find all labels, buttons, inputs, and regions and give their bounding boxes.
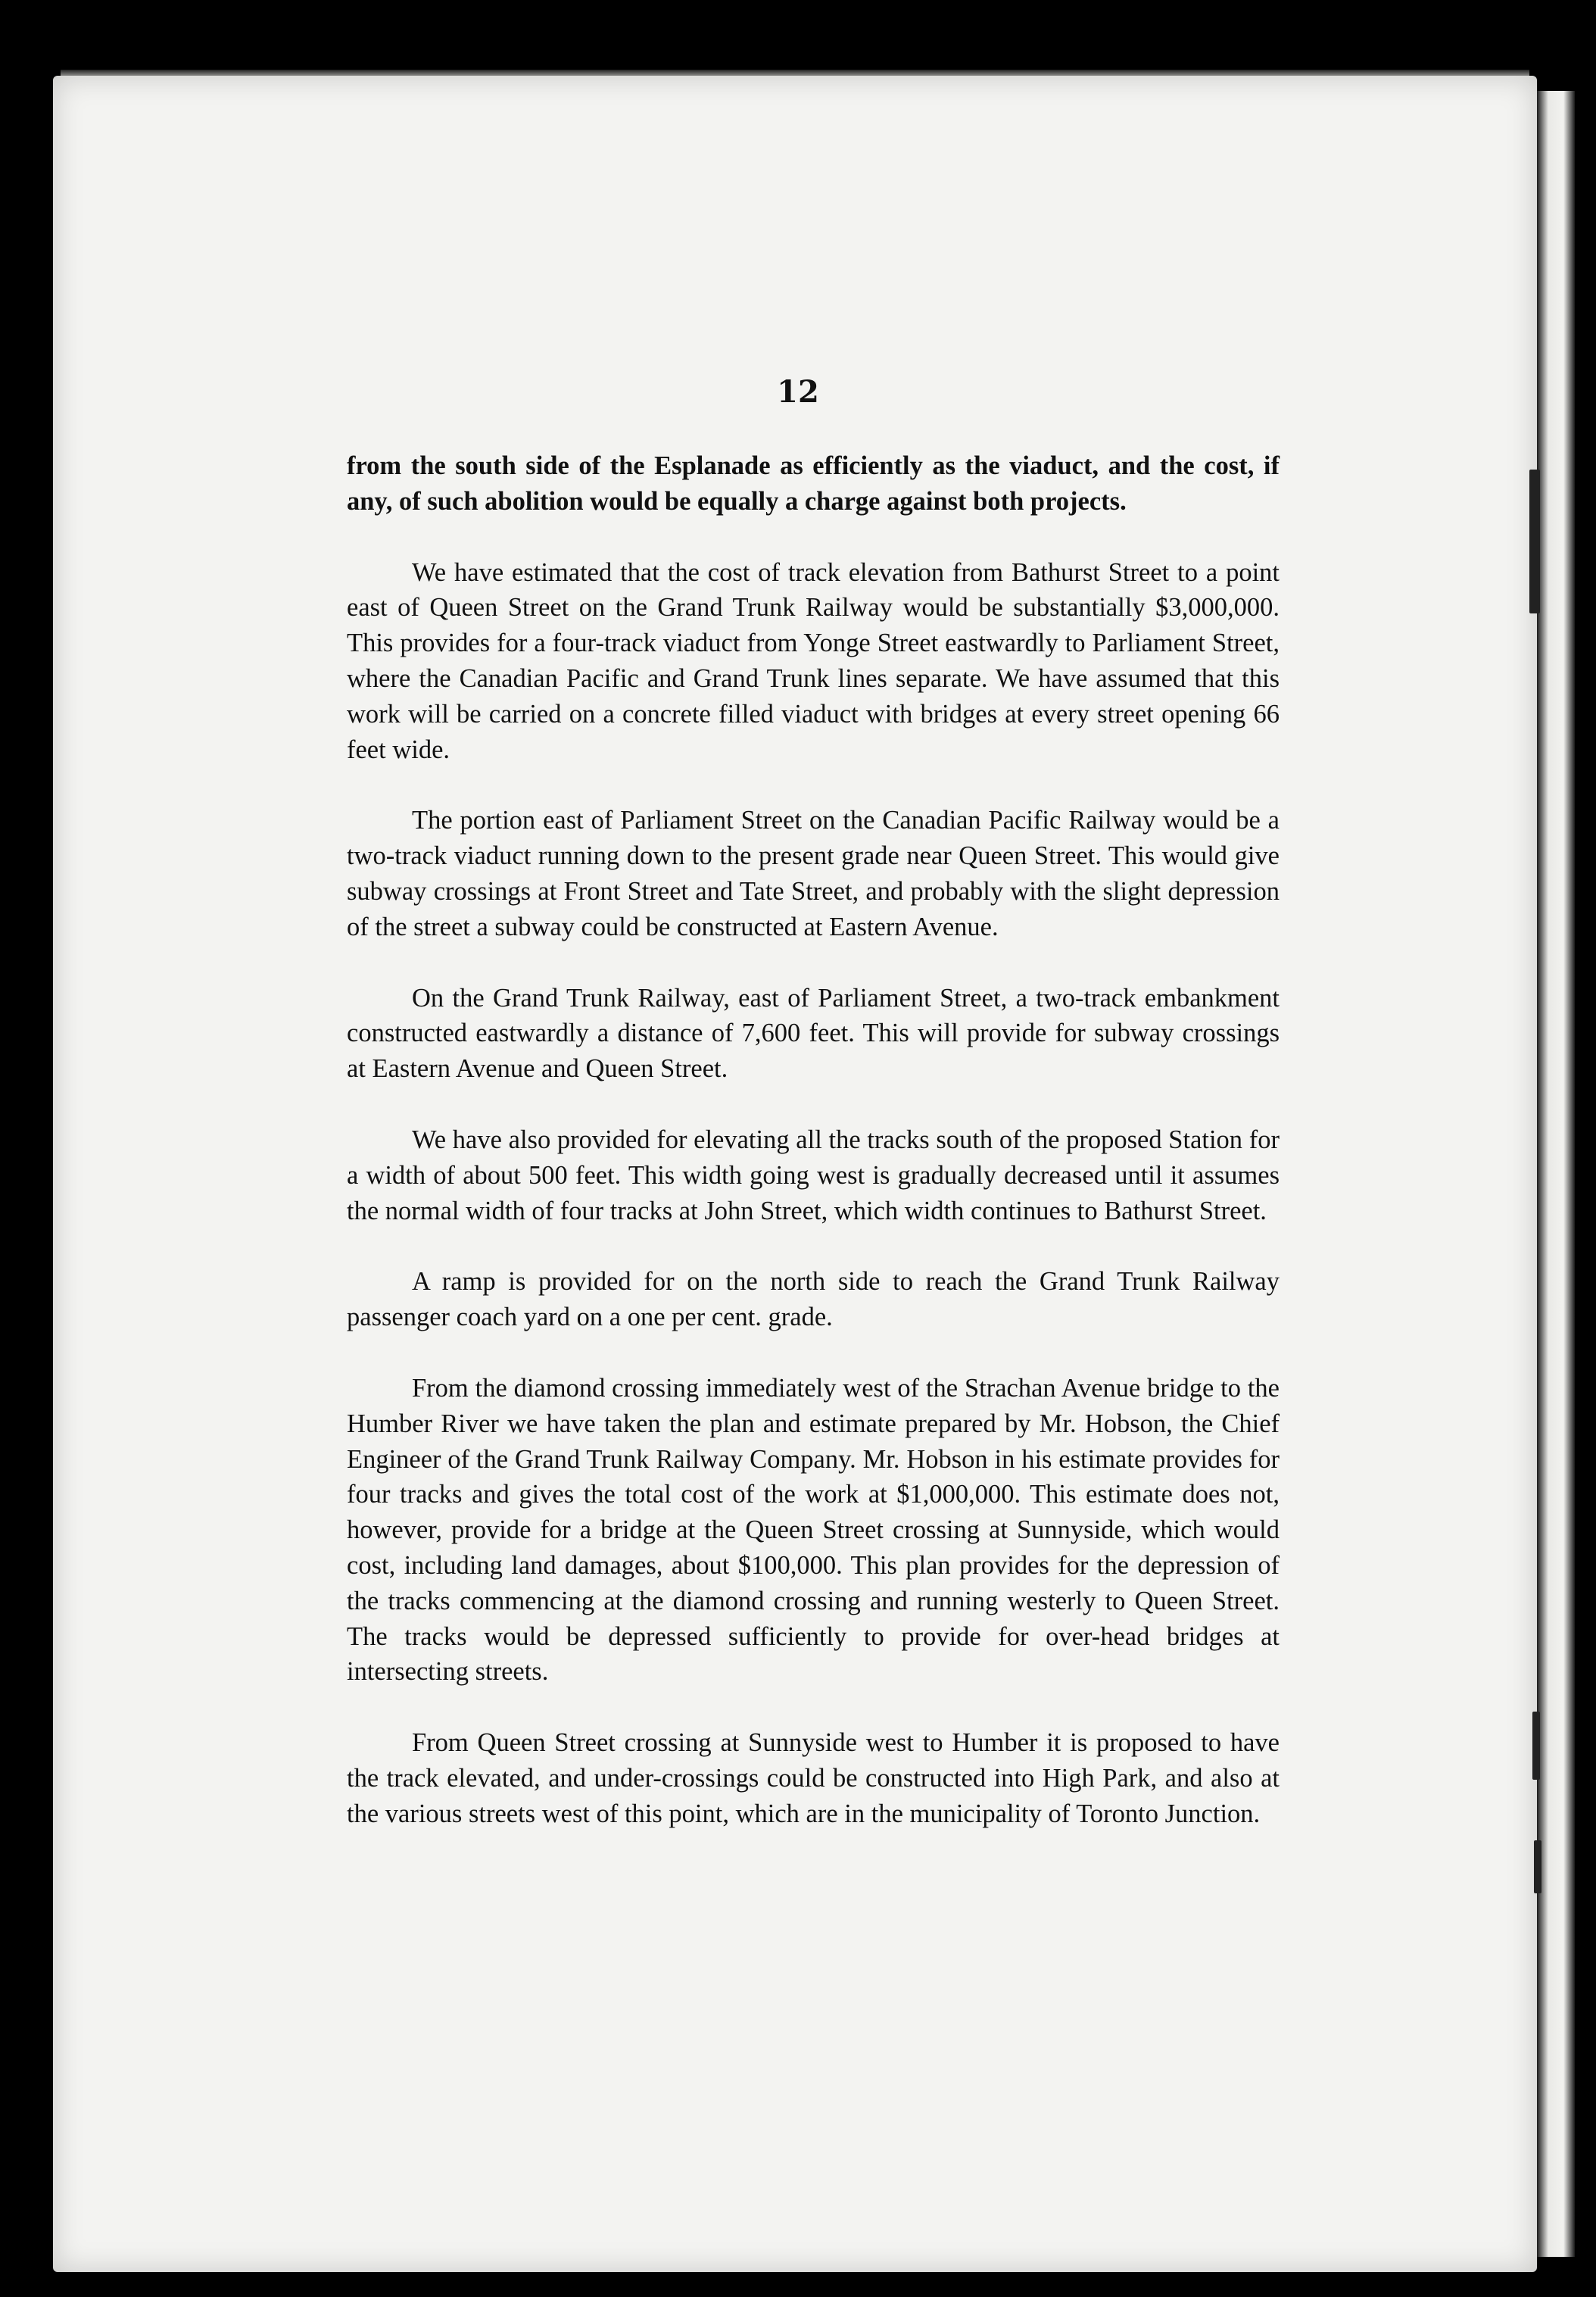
paragraph-3: The portion east of Parliament Street on the Canadian Pacific Railway would be a two-track viaduct running down to the present grade near Queen Street. This would give subway crossings at Front Street and Tate Street, and probably with the slight depression of the street a subway could be constructed at Eastern Avenue. — [347, 806, 1280, 941]
paragraph-5: We have also provided for elevating all the tracks south of the proposed Station for a width of about 500 feet. This width going west is gradually decreased until it assumes the normal width of four tracks at John Street, which width continues to Bathurst Street. — [347, 1125, 1280, 1225]
paragraph-2: We have estimated that the cost of track elevation from Bathurst Street to a point east of Queen Street on the Grand Trunk Railway would be substantially $3,000,000. This provides for a four-track viaduct from Yonge Street eastwardly to Parliament Street, where the Canadian Pacific and Grand Trunk lines separate. We have assumed that this work will be carried on a concrete filled viaduct with bridges at every street opening 66 feet wide. — [347, 557, 1280, 764]
paragraph-8: From Queen Street crossing at Sunnyside west to Humber it is proposed to have the track elevated, and under-crossings could be constructed into High Park, and also at the various streets west of this point, which are in the municipality of Toronto Junction. — [347, 1728, 1280, 1828]
paragraph-4: On the Grand Trunk Railway, east of Parliament Street, a two-track embankment constructed eastwardly a distance of 7,600 feet. This will provide for subway crossings at Eastern Avenue and Queen Street. — [347, 983, 1280, 1084]
binding-mark-top — [1529, 470, 1540, 613]
page-number: 12 — [777, 374, 819, 410]
document-body — [347, 448, 1280, 1832]
paragraph-7: From the diamond crossing immediately west of the Strachan Avenue bridge to the Humber River we have taken the plan and estimate prepared by Mr. Hobson, the Chief Engineer of the Grand Trunk Railway Company. Mr. Hobson in his estimate provides for four tracks and gives the total cost of the work at $1,000,000. This estimate does not, however, provide for a bridge at the Queen Street crossing at Sunnyside, which would cost, including land damages, about $100,000. This plan provides for the depression of the tracks commencing at the diamond crossing and running westerly to Queen Street. The tracks would be depressed sufficiently to provide for over-head bridges at intersecting streets. — [347, 1373, 1280, 1687]
scan-right-edge — [1537, 91, 1575, 2257]
paragraph-1: from the south side of the Esplanade as efficiently as the viaduct, and the cost, if any, of such abolition would be equally a charge against both projects. — [347, 451, 1280, 516]
binding-mark-lower — [1534, 1840, 1541, 1893]
binding-mark-middle — [1532, 1712, 1540, 1780]
paragraph-6: A ramp is provided for on the north side to reach the Grand Trunk Railway passenger coach yard on a one per cent. grade. — [347, 1267, 1280, 1332]
